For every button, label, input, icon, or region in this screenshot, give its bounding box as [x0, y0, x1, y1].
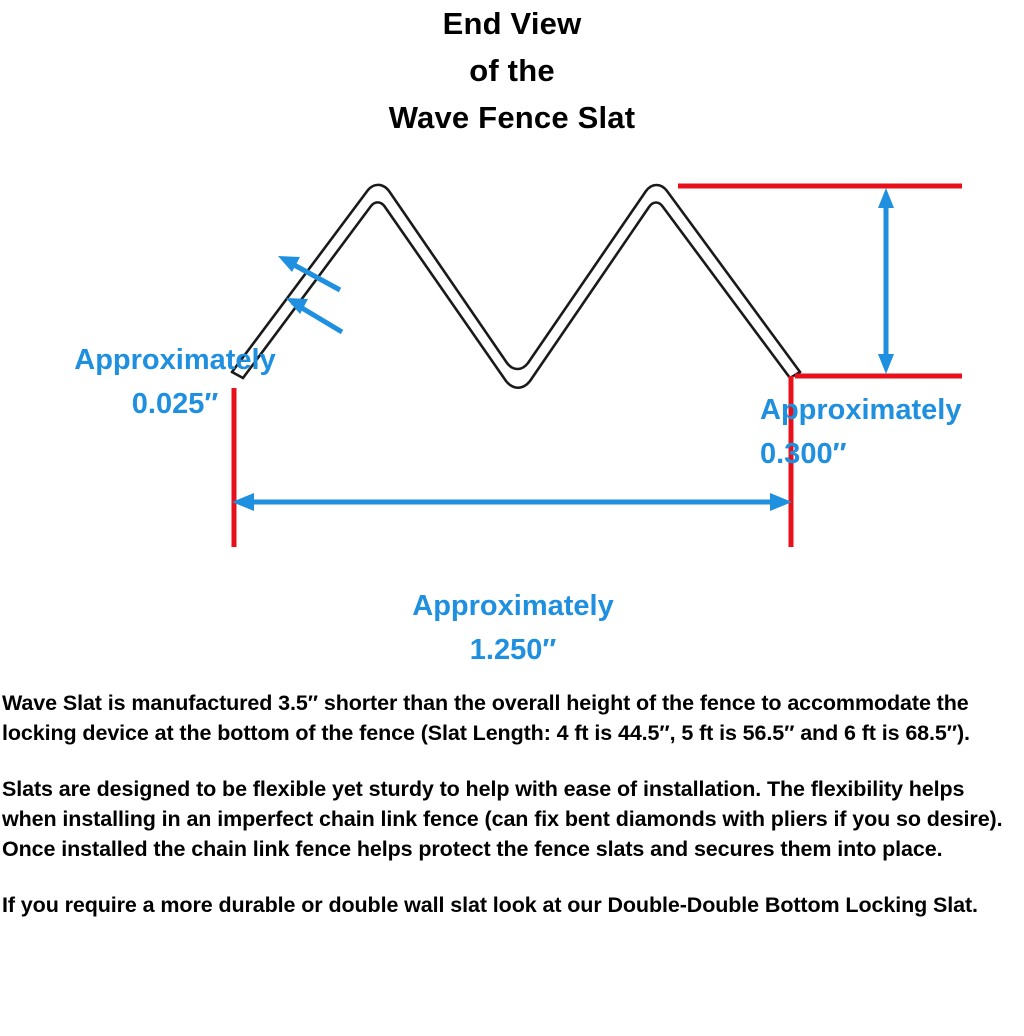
paragraph-3: If you require a more durable or double wall slat look at our Double-Double Bottom Locking Slat.: [2, 893, 978, 917]
title-line-2: of the: [469, 53, 555, 88]
height-dimension: [678, 186, 962, 376]
thickness-value: 0.025″: [131, 388, 219, 420]
wave-slat-diagram: [0, 150, 1024, 666]
width-dimension: [232, 376, 792, 547]
slat-profile-outline: [232, 185, 800, 388]
title-line-3: Wave Fence Slat: [388, 100, 636, 135]
width-annotation: [382, 584, 644, 672]
height-annotation: [760, 388, 1024, 476]
description-text: [0, 688, 1024, 920]
width-value: 1.250″: [469, 634, 557, 666]
height-label: Approximately: [760, 394, 962, 426]
width-label: Approximately: [412, 590, 614, 622]
paragraph-1: Wave Slat is manufactured 3.5″ shorter than the overall height of the fence to accommodate the locking device at the bottom of the fence (Slat Length: 4 ft is 44.5″, 5 ft is 56.5″ and 6 ft is 68.5″).: [2, 691, 970, 745]
thickness-label: Approximately: [74, 344, 276, 376]
thickness-annotation: [44, 338, 306, 426]
height-value: 0.300″: [760, 438, 847, 470]
paragraph-2: Slats are designed to be flexible yet sturdy to help with ease of installation. The flexibility helps when installing in an imperfect chain link fence (can fix bent diamonds with pliers if you so desire). Once installed the chain link fence helps protect the fence slats and secures them into place.: [2, 777, 1003, 861]
page-title: [0, 0, 1024, 141]
title-line-1: End View: [442, 6, 582, 41]
